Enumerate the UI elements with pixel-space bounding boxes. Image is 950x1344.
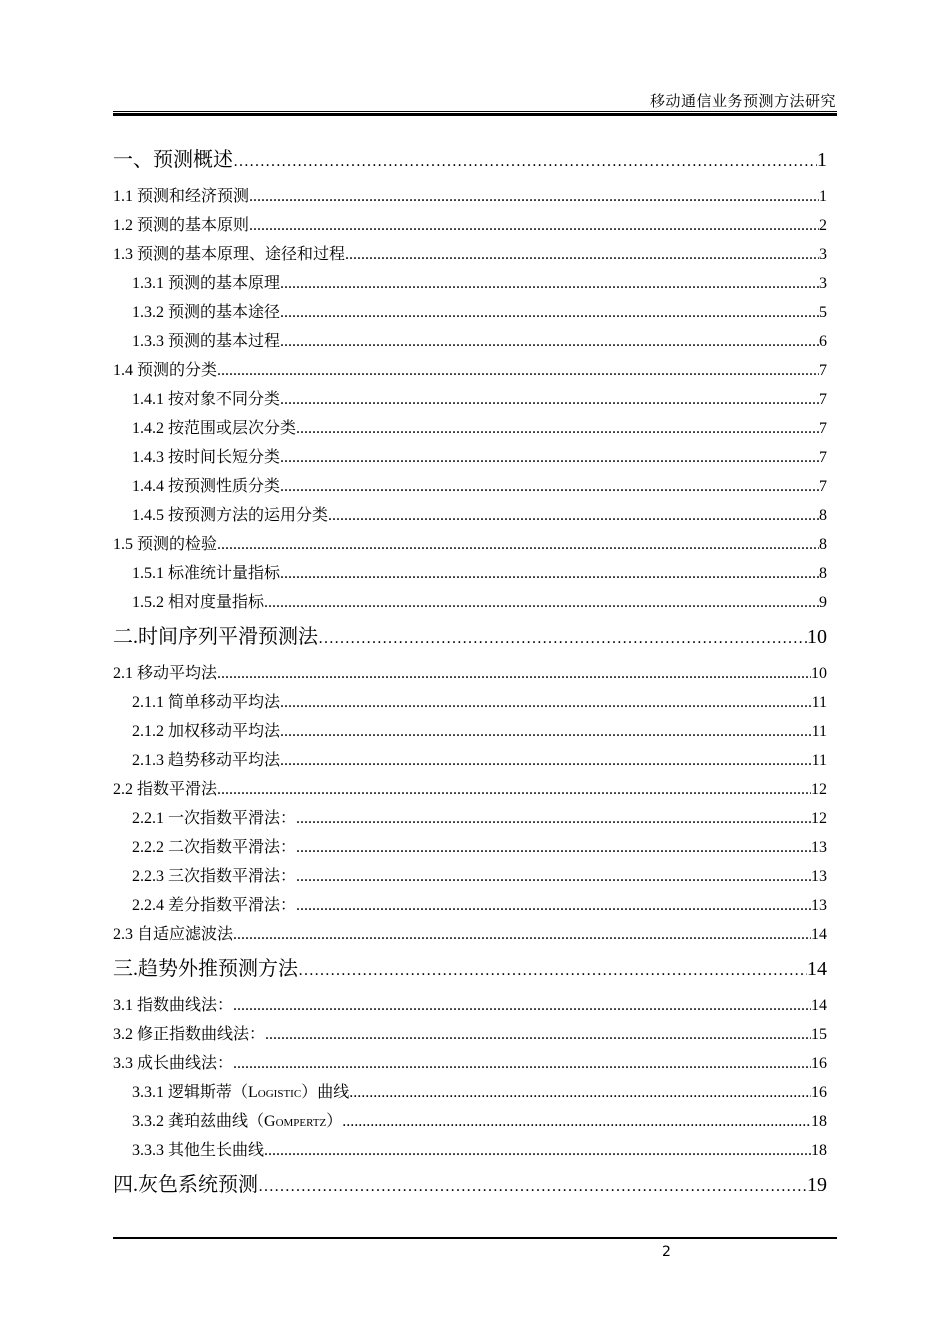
toc-entry-level-3[interactable] xyxy=(113,804,827,833)
toc-entry-page: 7 xyxy=(819,420,827,437)
toc-entry-label: 二.时间序列平滑预测法 xyxy=(113,626,318,648)
toc-dot-leader xyxy=(264,588,819,617)
toc-entry-level-2[interactable] xyxy=(113,920,827,949)
toc-entry-page: 1 xyxy=(817,149,827,171)
toc-entry-level-1[interactable] xyxy=(113,621,827,653)
toc-dot-leader xyxy=(217,530,819,559)
toc-entry-page: 11 xyxy=(811,723,827,740)
toc-entry-label: 1.4.5 按预测方法的运用分类 xyxy=(132,507,329,524)
toc-entry-level-3[interactable] xyxy=(113,588,827,617)
toc-entry-level-3[interactable] xyxy=(113,1107,827,1136)
toc-dot-leader xyxy=(217,659,811,688)
toc-entry-page: 15 xyxy=(811,1026,827,1043)
toc-dot-leader xyxy=(296,862,811,891)
toc-dot-leader xyxy=(280,746,812,775)
toc-entry-page: 14 xyxy=(811,926,827,943)
toc-entry-label: 1.4.3 按时间长短分类 xyxy=(132,449,281,466)
toc-entry-level-2[interactable] xyxy=(113,991,827,1020)
toc-entry-label: 2.1 移动平均法 xyxy=(113,665,218,682)
toc-entry-label: 2.3 自适应滤波法 xyxy=(113,926,234,943)
toc-entry-label: 一、预测概述 xyxy=(113,149,233,171)
toc-entry-label: 1.3 预测的基本原理、途径和过程 xyxy=(113,246,346,263)
toc-entry-page: 13 xyxy=(811,868,827,885)
toc-entry-level-3[interactable] xyxy=(113,891,827,920)
toc-entry-page: 7 xyxy=(819,478,827,495)
toc-entry-page: 2 xyxy=(819,217,827,234)
toc-entry-label: 3.3.1 逻辑斯蒂（Logistic）曲线 xyxy=(132,1084,350,1101)
toc-entry-page: 8 xyxy=(819,536,827,553)
toc-dot-leader xyxy=(318,623,807,655)
toc-entry-page: 11 xyxy=(811,752,827,769)
toc-entry-label: 2.1.1 简单移动平均法 xyxy=(132,694,281,711)
toc-entry-page: 18 xyxy=(811,1142,827,1159)
toc-entry-level-3[interactable] xyxy=(113,327,827,356)
toc-dot-leader xyxy=(342,1107,811,1136)
toc-entry-label: 1.5.1 标准统计量指标 xyxy=(132,565,281,582)
toc-entry-label: 1.2 预测的基本原则 xyxy=(113,217,250,234)
toc-entry-page: 7 xyxy=(819,391,827,408)
toc-dot-leader xyxy=(233,1049,811,1078)
toc-dot-leader xyxy=(298,955,807,987)
toc-entry-label: 3.3 成长曲线法： xyxy=(113,1055,234,1072)
header-rule-thick xyxy=(113,113,837,116)
toc-entry-page: 11 xyxy=(811,694,827,711)
toc-entry-label: 1.5.2 相对度量指标 xyxy=(132,594,265,611)
toc-dot-leader xyxy=(296,891,811,920)
toc-entry-label: 1.3.1 预测的基本原理 xyxy=(132,275,281,292)
toc-entry-label: 2.1.2 加权移动平均法 xyxy=(132,723,281,740)
toc-dot-leader xyxy=(280,717,812,746)
toc-entry-label: 1.5 预测的检验 xyxy=(113,536,218,553)
toc-entry-label: 3.1 指数曲线法： xyxy=(113,997,234,1014)
toc-entry-level-1[interactable] xyxy=(113,953,827,985)
footer-rule xyxy=(113,1237,837,1239)
toc-entry-page: 13 xyxy=(811,897,827,914)
toc-entry-page: 1 xyxy=(819,188,827,205)
toc-entry-label: 2.2.2 二次指数平滑法： xyxy=(132,839,297,856)
toc-dot-leader xyxy=(280,688,812,717)
toc-entry-page: 14 xyxy=(811,997,827,1014)
toc-entry-label: 3.2 修正指数曲线法： xyxy=(113,1026,266,1043)
toc-entry-page: 7 xyxy=(819,362,827,379)
toc-entry-page: 3 xyxy=(819,246,827,263)
toc-dot-leader xyxy=(280,472,819,501)
toc-dot-leader xyxy=(258,1171,807,1203)
toc-dot-leader xyxy=(349,1078,811,1107)
toc-entry-level-3[interactable] xyxy=(113,1136,827,1165)
toc-entry-page: 5 xyxy=(819,304,827,321)
toc-entry-page: 14 xyxy=(807,958,827,980)
toc-entry-level-3[interactable] xyxy=(113,385,827,414)
toc-entry-label: 1.4.4 按预测性质分类 xyxy=(132,478,281,495)
toc-entry-page: 6 xyxy=(819,333,827,350)
toc-dot-leader xyxy=(328,501,819,530)
toc-dot-leader xyxy=(280,559,819,588)
toc-dot-leader xyxy=(280,385,819,414)
toc-dot-leader xyxy=(280,327,819,356)
toc-entry-page: 10 xyxy=(807,626,827,648)
toc-entry-label: 2.2.4 差分指数平滑法： xyxy=(132,897,297,914)
toc-entry-label: 1.1 预测和经济预测 xyxy=(113,188,250,205)
toc-entry-level-3[interactable] xyxy=(113,1078,827,1107)
toc-entry-level-1[interactable] xyxy=(113,1169,827,1201)
toc-dot-leader xyxy=(217,356,819,385)
toc-entry-level-3[interactable] xyxy=(113,298,827,327)
toc-entry-level-2[interactable] xyxy=(113,1020,827,1049)
toc-dot-leader xyxy=(280,443,819,472)
toc-entry-label: 2.2.1 一次指数平滑法： xyxy=(132,810,297,827)
toc-entry-label: 3.3.3 其他生长曲线 xyxy=(132,1142,265,1159)
toc-entry-page: 8 xyxy=(819,565,827,582)
toc-dot-leader xyxy=(233,146,817,178)
toc-dot-leader xyxy=(233,991,811,1020)
toc-entry-level-2[interactable] xyxy=(113,530,827,559)
toc-dot-leader xyxy=(265,1020,811,1049)
toc-entry-page: 16 xyxy=(811,1084,827,1101)
toc-entry-level-2[interactable] xyxy=(113,211,827,240)
toc-dot-leader xyxy=(296,833,811,862)
toc-entry-level-2[interactable] xyxy=(113,356,827,385)
toc-entry-level-3[interactable] xyxy=(113,717,827,746)
toc-dot-leader xyxy=(264,1136,811,1165)
toc-entry-label: 2.2 指数平滑法 xyxy=(113,781,218,798)
toc-entry-level-3[interactable] xyxy=(113,862,827,891)
toc-entry-level-3[interactable] xyxy=(113,472,827,501)
toc-entry-level-3[interactable] xyxy=(113,269,827,298)
toc-entry-label: 四.灰色系统预测 xyxy=(113,1174,258,1196)
toc-entry-label: 1.4.2 按范围或层次分类 xyxy=(132,420,297,437)
running-header-title: 移动通信业务预测方法研究 xyxy=(649,94,836,110)
toc-entry-page: 8 xyxy=(819,507,827,524)
toc-entry-level-3[interactable] xyxy=(113,833,827,862)
table-of-contents xyxy=(113,144,827,1207)
toc-entry-label: 1.3.3 预测的基本过程 xyxy=(132,333,281,350)
page-number: 2 xyxy=(662,1244,671,1260)
toc-dot-leader xyxy=(280,269,819,298)
toc-entry-label: 三.趋势外推预测方法 xyxy=(113,958,298,980)
toc-entry-label: 1.3.2 预测的基本途径 xyxy=(132,304,281,321)
toc-dot-leader xyxy=(233,920,811,949)
toc-entry-label: 1.4 预测的分类 xyxy=(113,362,218,379)
toc-entry-level-3[interactable] xyxy=(113,746,827,775)
header-rule xyxy=(113,111,837,112)
toc-entry-level-3[interactable] xyxy=(113,414,827,443)
toc-entry-level-3[interactable] xyxy=(113,501,827,530)
toc-entry-level-2[interactable] xyxy=(113,775,827,804)
toc-entry-page: 7 xyxy=(819,449,827,466)
toc-entry-page: 13 xyxy=(811,839,827,856)
toc-entry-level-1[interactable] xyxy=(113,144,827,176)
toc-dot-leader xyxy=(296,804,811,833)
toc-entry-label: 3.3.2 龚珀兹曲线（Gompertz） xyxy=(132,1113,343,1130)
toc-entry-level-3[interactable] xyxy=(113,443,827,472)
toc-entry-level-2[interactable] xyxy=(113,659,827,688)
toc-entry-level-3[interactable] xyxy=(113,688,827,717)
toc-entry-page: 19 xyxy=(807,1174,827,1196)
toc-dot-leader xyxy=(296,414,819,443)
toc-dot-leader xyxy=(217,775,811,804)
toc-entry-label: 2.2.3 三次指数平滑法： xyxy=(132,868,297,885)
toc-dot-leader xyxy=(249,182,819,211)
toc-entry-level-2[interactable] xyxy=(113,182,827,211)
toc-entry-page: 12 xyxy=(811,810,827,827)
toc-entry-page: 18 xyxy=(811,1113,827,1130)
toc-entry-page: 12 xyxy=(811,781,827,798)
toc-entry-level-3[interactable] xyxy=(113,559,827,588)
toc-dot-leader xyxy=(345,240,819,269)
toc-entry-page: 3 xyxy=(819,275,827,292)
toc-entry-page: 9 xyxy=(819,594,827,611)
toc-entry-level-2[interactable] xyxy=(113,1049,827,1078)
toc-entry-page: 10 xyxy=(811,665,827,682)
toc-entry-label: 1.4.1 按对象不同分类 xyxy=(132,391,281,408)
toc-dot-leader xyxy=(280,298,819,327)
toc-dot-leader xyxy=(249,211,819,240)
toc-entry-page: 16 xyxy=(811,1055,827,1072)
toc-entry-level-2[interactable] xyxy=(113,240,827,269)
toc-entry-label: 2.1.3 趋势移动平均法 xyxy=(132,752,281,769)
